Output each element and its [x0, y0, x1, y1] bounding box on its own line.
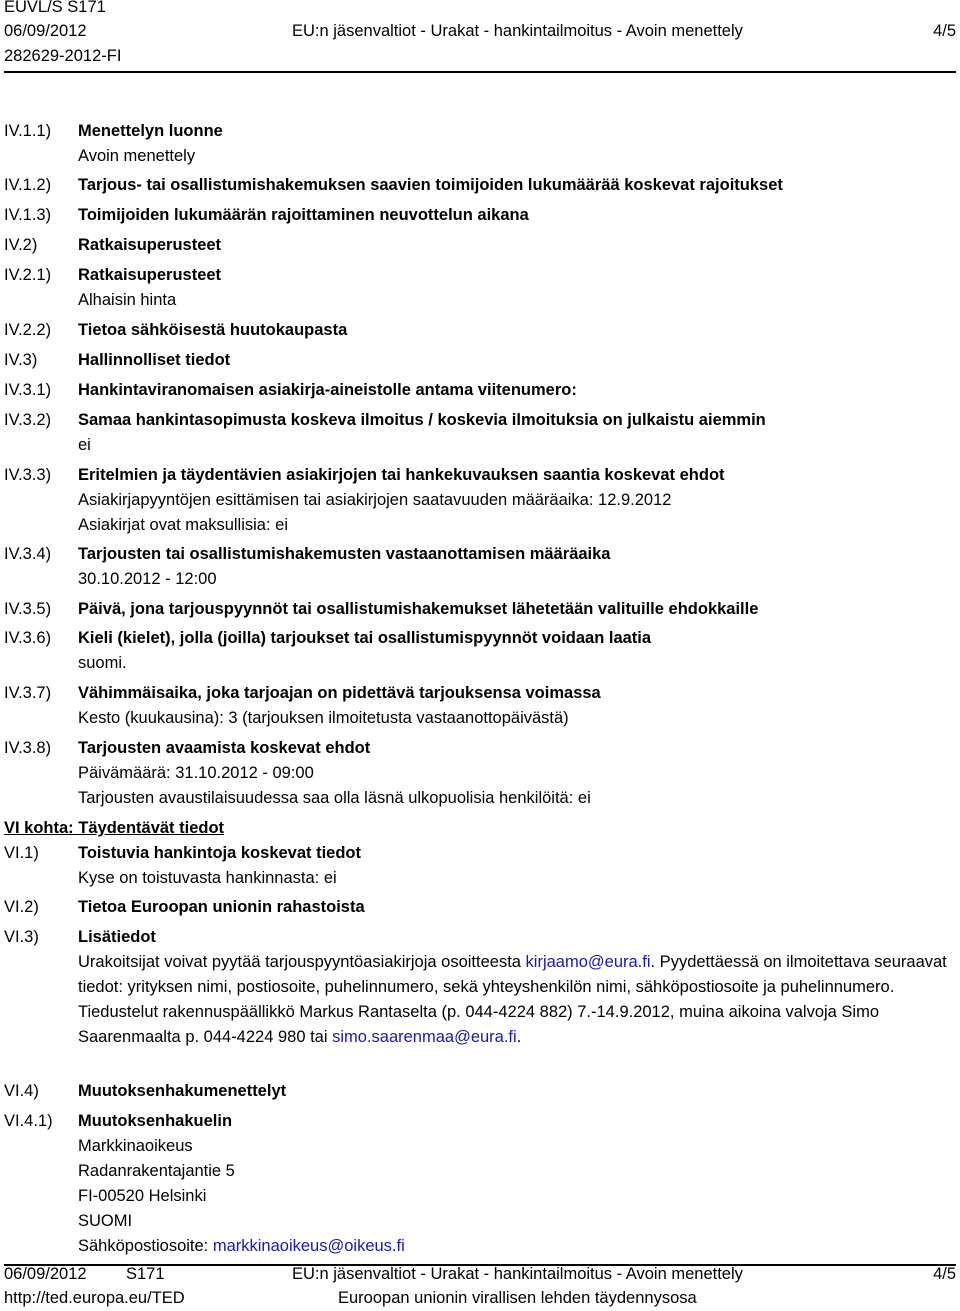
email-link-saarenmaa[interactable]: simo.saarenmaa@eura.fi [332, 1028, 517, 1046]
org-name: Markkinaoikeus [78, 1137, 193, 1155]
item-line: Tarjousten avaustilaisuudessa saa olla läsnä ulkopuolisia henkilöitä: ei [78, 789, 591, 807]
item-value: suomi. [78, 654, 127, 672]
item-title: Ratkaisuperusteet [78, 266, 222, 284]
item-number: VI.2) [4, 898, 39, 916]
footer-code: S171 [126, 1265, 165, 1283]
item-number: VI.3) [4, 928, 39, 946]
item-number: IV.2) [4, 236, 38, 254]
item-title: Muutoksenhakumenettelyt [78, 1082, 287, 1100]
footer-title: EU:n jäsenvaltiot - Urakat - hankintailmoitus - Avoin menettely [292, 1265, 743, 1283]
item-value: Kesto (kuukausina): 3 (tarjouksen ilmoitetusta vastaanottopäivästä) [78, 709, 569, 727]
form-code: EUVL/S S171 [4, 0, 106, 16]
item-line: Asiakirjat ovat maksullisia: ei [78, 516, 288, 534]
item-title: Tarjousten tai osallistumishakemusten vastaanottamisen määräaika [78, 545, 611, 563]
item-title: Ratkaisuperusteet [78, 236, 222, 254]
email-link-kirjaamo[interactable]: kirjaamo@eura.fi [525, 953, 651, 971]
additional-info-paragraph-1 [78, 950, 956, 1000]
item-title: Eritelmien ja täydentävien asiakirjojen tai hankekuvauksen saantia koskevat ehdot [78, 466, 725, 484]
item-title: Toimijoiden lukumäärän rajoittaminen neuvottelun aikana [78, 206, 529, 224]
item-title: Muutoksenhakuelin [78, 1112, 233, 1130]
item-number: VI.4.1) [4, 1112, 53, 1130]
text: . [516, 1028, 522, 1046]
item-number: IV.1.3) [4, 206, 52, 224]
section-vi-heading: VI kohta: Täydentävät tiedot [4, 819, 225, 837]
email-link-markkinaoikeus[interactable]: markkinaoikeus@oikeus.fi [212, 1237, 405, 1255]
item-title: Samaa hankintasopimusta koskeva ilmoitus / koskevia ilmoituksia on julkaistu aiemmin [78, 411, 766, 429]
item-number: IV.1.1) [4, 122, 52, 140]
item-value: 30.10.2012 - 12:00 [78, 570, 217, 588]
org-street: Radanrakentajantie 5 [78, 1162, 235, 1180]
item-number: IV.2.1) [4, 266, 52, 284]
item-value: Kyse on toistuvasta hankinnasta: ei [78, 869, 337, 887]
item-title: Tietoa Euroopan unionin rahastoista [78, 898, 365, 916]
item-title: Vähimmäisaika, joka tarjoajan on pidettävä tarjouksensa voimassa [78, 684, 601, 702]
item-number: IV.3.3) [4, 466, 52, 484]
item-number: IV.1.2) [4, 176, 52, 194]
org-city: FI-00520 Helsinki [78, 1187, 207, 1205]
text: Urakoitsijat voivat pyytää tarjouspyyntöasiakirjoja osoitteesta [78, 953, 526, 971]
item-title: Lisätiedot [78, 928, 156, 946]
item-line: Päivämäärä: 31.10.2012 - 09:00 [78, 764, 314, 782]
header-ref: 282629-2012-FI [4, 47, 122, 65]
item-title: Hallinnolliset tiedot [78, 351, 231, 369]
additional-info-paragraph-2 [78, 1000, 956, 1050]
header-date: 06/09/2012 [4, 22, 87, 40]
item-title: Tietoa sähköisestä huutokaupasta [78, 321, 348, 339]
header-title: EU:n jäsenvaltiot - Urakat - hankintailmoitus - Avoin menettely [292, 22, 743, 40]
item-number: IV.3.4) [4, 545, 52, 563]
item-value: ei [78, 436, 91, 454]
org-email-line [78, 1234, 956, 1259]
footer-date: 06/09/2012 [4, 1265, 87, 1283]
footer-subtitle: Euroopan unionin virallisen lehden täydennysosa [338, 1289, 697, 1307]
item-title: Tarjous- tai osallistumishakemuksen saavien toimijoiden lukumäärää koskevat rajoitukset [78, 176, 783, 194]
item-title: Päivä, jona tarjouspyynnöt tai osallistumishakemukset lähetetään valituille ehdokkaille [78, 600, 759, 618]
header-page: 4/5 [933, 22, 956, 40]
header-divider [4, 71, 956, 73]
item-number: IV.3.5) [4, 600, 52, 618]
item-number: IV.3.7) [4, 684, 52, 702]
item-number: IV.2.2) [4, 321, 52, 339]
item-number: VI.1) [4, 844, 39, 862]
item-title: Kieli (kielet), jolla (joilla) tarjoukset tai osallistumispyynnöt voidaan laatia [78, 629, 652, 647]
item-number: IV.3.2) [4, 411, 52, 429]
item-title: Tarjousten avaamista koskevat ehdot [78, 739, 371, 757]
text: . Pyydettäessä on ilmoitettava seuraavat tiedot: yrityksen nimi, postiosoite, puhelinnumero, sekä yhteyshenkilön nimi, sähköpostiosoite ja puhelinnumero. [78, 953, 947, 996]
item-line: Asiakirjapyyntöjen esittämisen tai asiakirjojen saatavuuden määräaika: 12.9.2012 [78, 491, 672, 509]
item-title: Hankintaviranomaisen asiakirja-aineistolle antama viitenumero: [78, 381, 577, 399]
item-value: Avoin menettely [78, 147, 196, 165]
text: Tiedustelut rakennuspäällikkö Markus Rantaselta (p. 044-4224 882) 7.-14.9.2012, muina aikoina valvoja Simo Saarenmaalta p. 044-4224 980 tai [78, 1003, 880, 1046]
item-number: IV.3.8) [4, 739, 52, 757]
item-title: Toistuvia hankintoja koskevat tiedot [78, 844, 362, 862]
item-number: IV.3.6) [4, 629, 52, 647]
item-value: Alhaisin hinta [78, 291, 177, 309]
item-title: Menettelyn luonne [78, 122, 223, 140]
item-number: IV.3.1) [4, 381, 52, 399]
org-country: SUOMI [78, 1212, 133, 1230]
footer-url-link[interactable]: http://ted.europa.eu/TED [4, 1289, 185, 1307]
footer-page: 4/5 [933, 1265, 956, 1283]
email-label: Sähköpostiosoite: [78, 1237, 213, 1255]
item-number: IV.3) [4, 351, 38, 369]
item-number: VI.4) [4, 1082, 39, 1100]
